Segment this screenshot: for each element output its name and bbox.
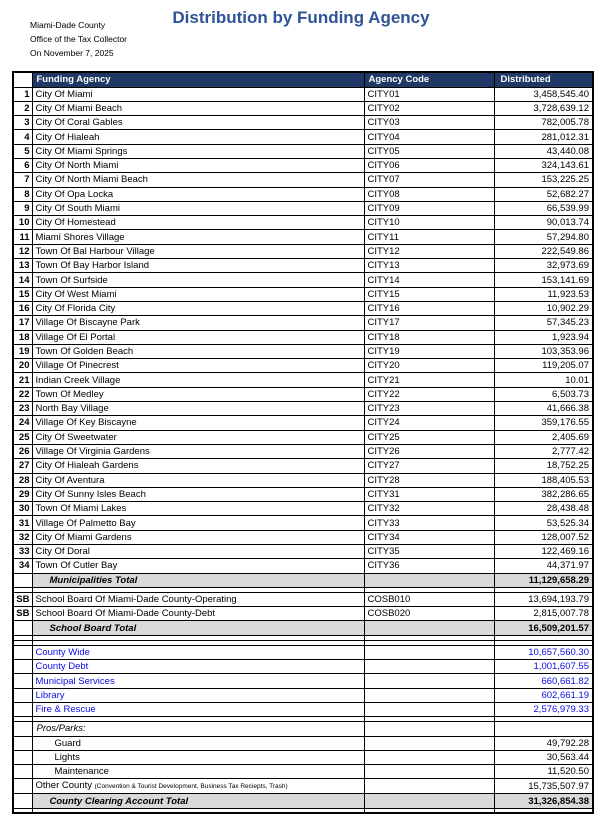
agency-code: CITY12 <box>364 244 494 258</box>
agency-code: CITY18 <box>364 330 494 344</box>
agency-name: Village Of Virginia Gardens <box>32 444 364 458</box>
agency-name: City Of Miami Beach <box>32 101 364 115</box>
row-number: 11 <box>13 230 32 244</box>
agency-name: City Of Miami Gardens <box>32 530 364 544</box>
agency-code <box>364 621 494 635</box>
distributed-amount: 119,205.07 <box>494 359 593 373</box>
table-row <box>13 244 593 258</box>
agency-name: Lights <box>32 750 364 764</box>
agency-code: CITY11 <box>364 230 494 244</box>
row-number: 3 <box>13 116 32 130</box>
agency-name: Fire & Rescue <box>32 702 364 716</box>
distributed-amount: 2,576,979.33 <box>494 702 593 716</box>
distributed-amount: 10,902.29 <box>494 301 593 315</box>
table-row <box>13 516 593 530</box>
parks-rows <box>13 736 593 779</box>
agency-name: Village Of El Portal <box>32 330 364 344</box>
distributed-amount: 359,176.55 <box>494 416 593 430</box>
agency-name: Village Of Palmetto Bay <box>32 516 364 530</box>
agency-code: CITY05 <box>364 144 494 158</box>
section-label: Pros/Parks: <box>32 722 364 736</box>
agency-name: City Of Opa Locka <box>32 187 364 201</box>
table-row <box>13 444 593 458</box>
agency-code: CITY24 <box>364 416 494 430</box>
distributed-amount: 6,503.73 <box>494 387 593 401</box>
agency-name: County Wide <box>32 645 364 659</box>
distributed-amount: 2,405.69 <box>494 430 593 444</box>
row-number: 2 <box>13 101 32 115</box>
page-title: Distribution by Funding Agency <box>172 8 430 27</box>
agency-code: CITY21 <box>364 373 494 387</box>
agency-code: CITY19 <box>364 344 494 358</box>
agency-code <box>364 765 494 779</box>
distributed-amount: 44,371.97 <box>494 559 593 573</box>
table-row <box>13 660 593 674</box>
distributed-amount: 10.01 <box>494 373 593 387</box>
row-number: 34 <box>13 559 32 573</box>
agency-name: Municipal Services <box>32 674 364 688</box>
table-row <box>13 344 593 358</box>
table-row <box>13 187 593 201</box>
row-number: 29 <box>13 487 32 501</box>
distributed-amount: 13,694,193.79 <box>494 592 593 606</box>
agency-name: City Of South Miami <box>32 201 364 215</box>
agency-name: Village Of Key Biscayne <box>32 416 364 430</box>
total-amount: 16,509,201.57 <box>494 621 593 635</box>
distributed-amount: 11,923.53 <box>494 287 593 301</box>
agency-name: Indian Creek Village <box>32 373 364 387</box>
total-label: County Clearing Account Total <box>32 794 364 808</box>
agency-name: City Of Coral Gables <box>32 116 364 130</box>
agency-name: Village Of Pinecrest <box>32 359 364 373</box>
agency-code <box>364 645 494 659</box>
agency-code: CITY13 <box>364 259 494 273</box>
table-row <box>13 173 593 187</box>
table-row <box>13 459 593 473</box>
row-number <box>13 736 32 750</box>
agency-code: CITY22 <box>364 387 494 401</box>
row-number <box>13 621 32 635</box>
distributed-amount: 90,013.74 <box>494 216 593 230</box>
agency-code: CITY27 <box>364 459 494 473</box>
distributed-amount: 52,682.27 <box>494 187 593 201</box>
distributed-amount: 66,539.99 <box>494 201 593 215</box>
table-row <box>13 116 593 130</box>
table-row <box>13 416 593 430</box>
table-row <box>13 502 593 516</box>
table-row <box>13 330 593 344</box>
distributed-amount: 281,012.31 <box>494 130 593 144</box>
row-number: 21 <box>13 373 32 387</box>
row-number: 22 <box>13 387 32 401</box>
total-amount: 31,326,854.38 <box>494 794 593 808</box>
table-row <box>13 216 593 230</box>
table-row <box>13 765 593 779</box>
agency-code: CITY15 <box>364 287 494 301</box>
column-header-funding-agency: Funding Agency <box>32 72 364 87</box>
agency-name: Town Of Golden Beach <box>32 344 364 358</box>
row-number: 12 <box>13 244 32 258</box>
table-row <box>13 359 593 373</box>
table-row <box>13 645 593 659</box>
distributed-amount: 1,001,607.55 <box>494 660 593 674</box>
table-row <box>13 607 593 621</box>
agency-code: CITY16 <box>364 301 494 315</box>
table-row <box>13 87 593 101</box>
agency-code <box>364 794 494 808</box>
org-name: Miami-Dade County <box>30 20 106 30</box>
distributed-amount: 103,353.96 <box>494 344 593 358</box>
other-county-row <box>13 779 593 794</box>
agency-code: CITY03 <box>364 116 494 130</box>
agency-code: CITY01 <box>364 87 494 101</box>
agency-name: County Debt <box>32 660 364 674</box>
agency-name: Town Of Miami Lakes <box>32 502 364 516</box>
school-board-rows <box>13 592 593 621</box>
agency-name: City Of Homestead <box>32 216 364 230</box>
agency-code: CITY23 <box>364 402 494 416</box>
distributed-amount: 18,752.25 <box>494 459 593 473</box>
other-county-label: Other County <box>35 780 95 792</box>
agency-name: Maintenance <box>32 765 364 779</box>
row-number: 13 <box>13 259 32 273</box>
column-header-distributed: Distributed <box>494 72 593 87</box>
funding-distribution-table <box>12 71 594 814</box>
row-number: SB <box>13 592 32 606</box>
row-number: 6 <box>13 158 32 172</box>
agency-code: CITY06 <box>364 158 494 172</box>
agency-name: Town Of Cutler Bay <box>32 559 364 573</box>
distributed-amount: 32,973.69 <box>494 259 593 273</box>
row-number: 18 <box>13 330 32 344</box>
report-date: On November 7, 2025 <box>30 48 114 58</box>
table-row <box>13 373 593 387</box>
distributed-amount: 11,520.50 <box>494 765 593 779</box>
agency-name: City Of Sweetwater <box>32 430 364 444</box>
agency-code <box>364 573 494 587</box>
distributed-amount: 222,549.86 <box>494 244 593 258</box>
agency-code: CITY26 <box>364 444 494 458</box>
agency-code: CITY07 <box>364 173 494 187</box>
agency-name: City Of Hialeah Gardens <box>32 459 364 473</box>
row-number: SB <box>13 607 32 621</box>
agency-code: CITY10 <box>364 216 494 230</box>
row-number <box>13 722 32 736</box>
table-row <box>13 473 593 487</box>
distributed-amount: 28,438.48 <box>494 502 593 516</box>
table-row <box>13 387 593 401</box>
distributed-amount: 3,728,639.12 <box>494 101 593 115</box>
table-row <box>13 301 593 315</box>
row-number: 9 <box>13 201 32 215</box>
table-row <box>13 545 593 559</box>
table-row <box>13 144 593 158</box>
pros-parks-label-row <box>13 722 593 736</box>
agency-code: CITY28 <box>364 473 494 487</box>
distributed-amount: 41,666.38 <box>494 402 593 416</box>
table-row <box>13 559 593 573</box>
agency-name: City Of Miami <box>32 87 364 101</box>
agency-name <box>32 779 364 794</box>
county-clearing-total-row <box>13 794 593 808</box>
agency-code: CITY25 <box>364 430 494 444</box>
distributed-amount: 128,007.52 <box>494 530 593 544</box>
total-label: Municipalities Total <box>32 573 364 587</box>
distributed-amount: 153,141.69 <box>494 273 593 287</box>
table-row <box>13 674 593 688</box>
table-row <box>13 402 593 416</box>
row-number: 14 <box>13 273 32 287</box>
row-number <box>13 573 32 587</box>
table-row <box>13 101 593 115</box>
distributed-amount: 15,735,507.97 <box>494 779 593 794</box>
row-number <box>13 702 32 716</box>
table-row <box>13 530 593 544</box>
county-rows <box>13 645 593 716</box>
agency-code: CITY34 <box>364 530 494 544</box>
distributed-amount: 3,458,545.40 <box>494 87 593 101</box>
distributed-amount: 10,657,560.30 <box>494 645 593 659</box>
agency-name: City Of Hialeah <box>32 130 364 144</box>
agency-code: CITY33 <box>364 516 494 530</box>
agency-name: Library <box>32 688 364 702</box>
other-county-note: (Convention & Tourist Development, Business Tax Reciepts, Trash) <box>94 783 288 791</box>
distributed-amount <box>494 722 593 736</box>
municipality-rows <box>13 87 593 573</box>
agency-code: COSB010 <box>364 592 494 606</box>
agency-name: Town Of Bal Harbour Village <box>32 244 364 258</box>
agency-code <box>364 660 494 674</box>
row-number: 4 <box>13 130 32 144</box>
row-number: 10 <box>13 216 32 230</box>
agency-name: Village Of Biscayne Park <box>32 316 364 330</box>
table-row <box>13 750 593 764</box>
agency-name: City Of Miami Springs <box>32 144 364 158</box>
table-row <box>13 702 593 716</box>
agency-name: Town Of Bay Harbor Island <box>32 259 364 273</box>
row-number: 20 <box>13 359 32 373</box>
table-row <box>13 158 593 172</box>
agency-code: CITY32 <box>364 502 494 516</box>
row-number: 27 <box>13 459 32 473</box>
row-number: 33 <box>13 545 32 559</box>
distributed-amount: 30,563.44 <box>494 750 593 764</box>
agency-name: City Of Sunny Isles Beach <box>32 487 364 501</box>
spacer-row <box>13 808 593 813</box>
row-number: 23 <box>13 402 32 416</box>
table-header-row <box>13 72 593 87</box>
distributed-amount: 660,661.82 <box>494 674 593 688</box>
distributed-amount: 49,792.28 <box>494 736 593 750</box>
agency-code <box>364 702 494 716</box>
table-row <box>13 736 593 750</box>
agency-code <box>364 722 494 736</box>
agency-code: CITY36 <box>364 559 494 573</box>
total-label: School Board Total <box>32 621 364 635</box>
row-number: 28 <box>13 473 32 487</box>
distributed-amount: 382,286.65 <box>494 487 593 501</box>
distributed-amount: 57,345.23 <box>494 316 593 330</box>
agency-code: CITY14 <box>364 273 494 287</box>
agency-code <box>364 688 494 702</box>
row-number: 26 <box>13 444 32 458</box>
row-number: 30 <box>13 502 32 516</box>
column-header-agency-code: Agency Code <box>364 72 494 87</box>
distributed-amount: 1,923.94 <box>494 330 593 344</box>
distributed-amount: 122,469.16 <box>494 545 593 559</box>
municipalities-total-row <box>13 573 593 587</box>
table-row <box>13 130 593 144</box>
row-number: 24 <box>13 416 32 430</box>
agency-name: City Of Aventura <box>32 473 364 487</box>
row-number: 5 <box>13 144 32 158</box>
table-row <box>13 259 593 273</box>
agency-name: Miami Shores Village <box>32 230 364 244</box>
distributed-amount: 57,294.80 <box>494 230 593 244</box>
row-number: 17 <box>13 316 32 330</box>
agency-code: CITY08 <box>364 187 494 201</box>
agency-code: CITY17 <box>364 316 494 330</box>
agency-name: City Of North Miami Beach <box>32 173 364 187</box>
row-number <box>13 674 32 688</box>
row-number: 8 <box>13 187 32 201</box>
table-row <box>13 201 593 215</box>
agency-name: City Of Florida City <box>32 301 364 315</box>
column-header-row-number <box>13 72 32 87</box>
agency-code: CITY31 <box>364 487 494 501</box>
agency-name: School Board Of Miami-Dade County-Debt <box>32 607 364 621</box>
row-number: 1 <box>13 87 32 101</box>
agency-name: City Of West Miami <box>32 287 364 301</box>
row-number <box>13 765 32 779</box>
agency-code <box>364 750 494 764</box>
distributed-amount: 324,143.61 <box>494 158 593 172</box>
agency-code: CITY35 <box>364 545 494 559</box>
row-number <box>13 660 32 674</box>
row-number <box>13 794 32 808</box>
row-number: 16 <box>13 301 32 315</box>
row-number: 25 <box>13 430 32 444</box>
row-number <box>13 645 32 659</box>
table-row <box>13 688 593 702</box>
distributed-amount: 188,405.53 <box>494 473 593 487</box>
agency-name: Guard <box>32 736 364 750</box>
table-row <box>13 273 593 287</box>
agency-name: Town Of Surfside <box>32 273 364 287</box>
distributed-amount: 43,440.08 <box>494 144 593 158</box>
total-amount: 11,129,658.29 <box>494 573 593 587</box>
distributed-amount: 602,661.19 <box>494 688 593 702</box>
row-number: 32 <box>13 530 32 544</box>
agency-code: CITY02 <box>364 101 494 115</box>
agency-code <box>364 779 494 794</box>
table-row <box>13 287 593 301</box>
distributed-amount: 2,777.42 <box>494 444 593 458</box>
distributed-amount: 2,815,007.78 <box>494 607 593 621</box>
table-row <box>13 316 593 330</box>
row-number <box>13 688 32 702</box>
agency-name: School Board Of Miami-Dade County-Operating <box>32 592 364 606</box>
agency-code: COSB020 <box>364 607 494 621</box>
table-row <box>13 230 593 244</box>
agency-name: North Bay Village <box>32 402 364 416</box>
agency-code: CITY04 <box>364 130 494 144</box>
agency-name: City Of North Miami <box>32 158 364 172</box>
agency-code: CITY20 <box>364 359 494 373</box>
row-number: 19 <box>13 344 32 358</box>
row-number <box>13 750 32 764</box>
agency-code: CITY09 <box>364 201 494 215</box>
agency-code <box>364 736 494 750</box>
table-row <box>13 430 593 444</box>
school-board-total-row <box>13 621 593 635</box>
distributed-amount: 153,225.25 <box>494 173 593 187</box>
agency-name: City Of Doral <box>32 545 364 559</box>
row-number: 7 <box>13 173 32 187</box>
row-number: 31 <box>13 516 32 530</box>
office-name: Office of the Tax Collector <box>30 34 128 44</box>
agency-name: Town Of Medley <box>32 387 364 401</box>
distributed-amount: 53,525.34 <box>494 516 593 530</box>
table-row <box>13 487 593 501</box>
table-row <box>13 592 593 606</box>
agency-code <box>364 674 494 688</box>
distributed-amount: 782,005.78 <box>494 116 593 130</box>
row-number <box>13 779 32 794</box>
row-number: 15 <box>13 287 32 301</box>
